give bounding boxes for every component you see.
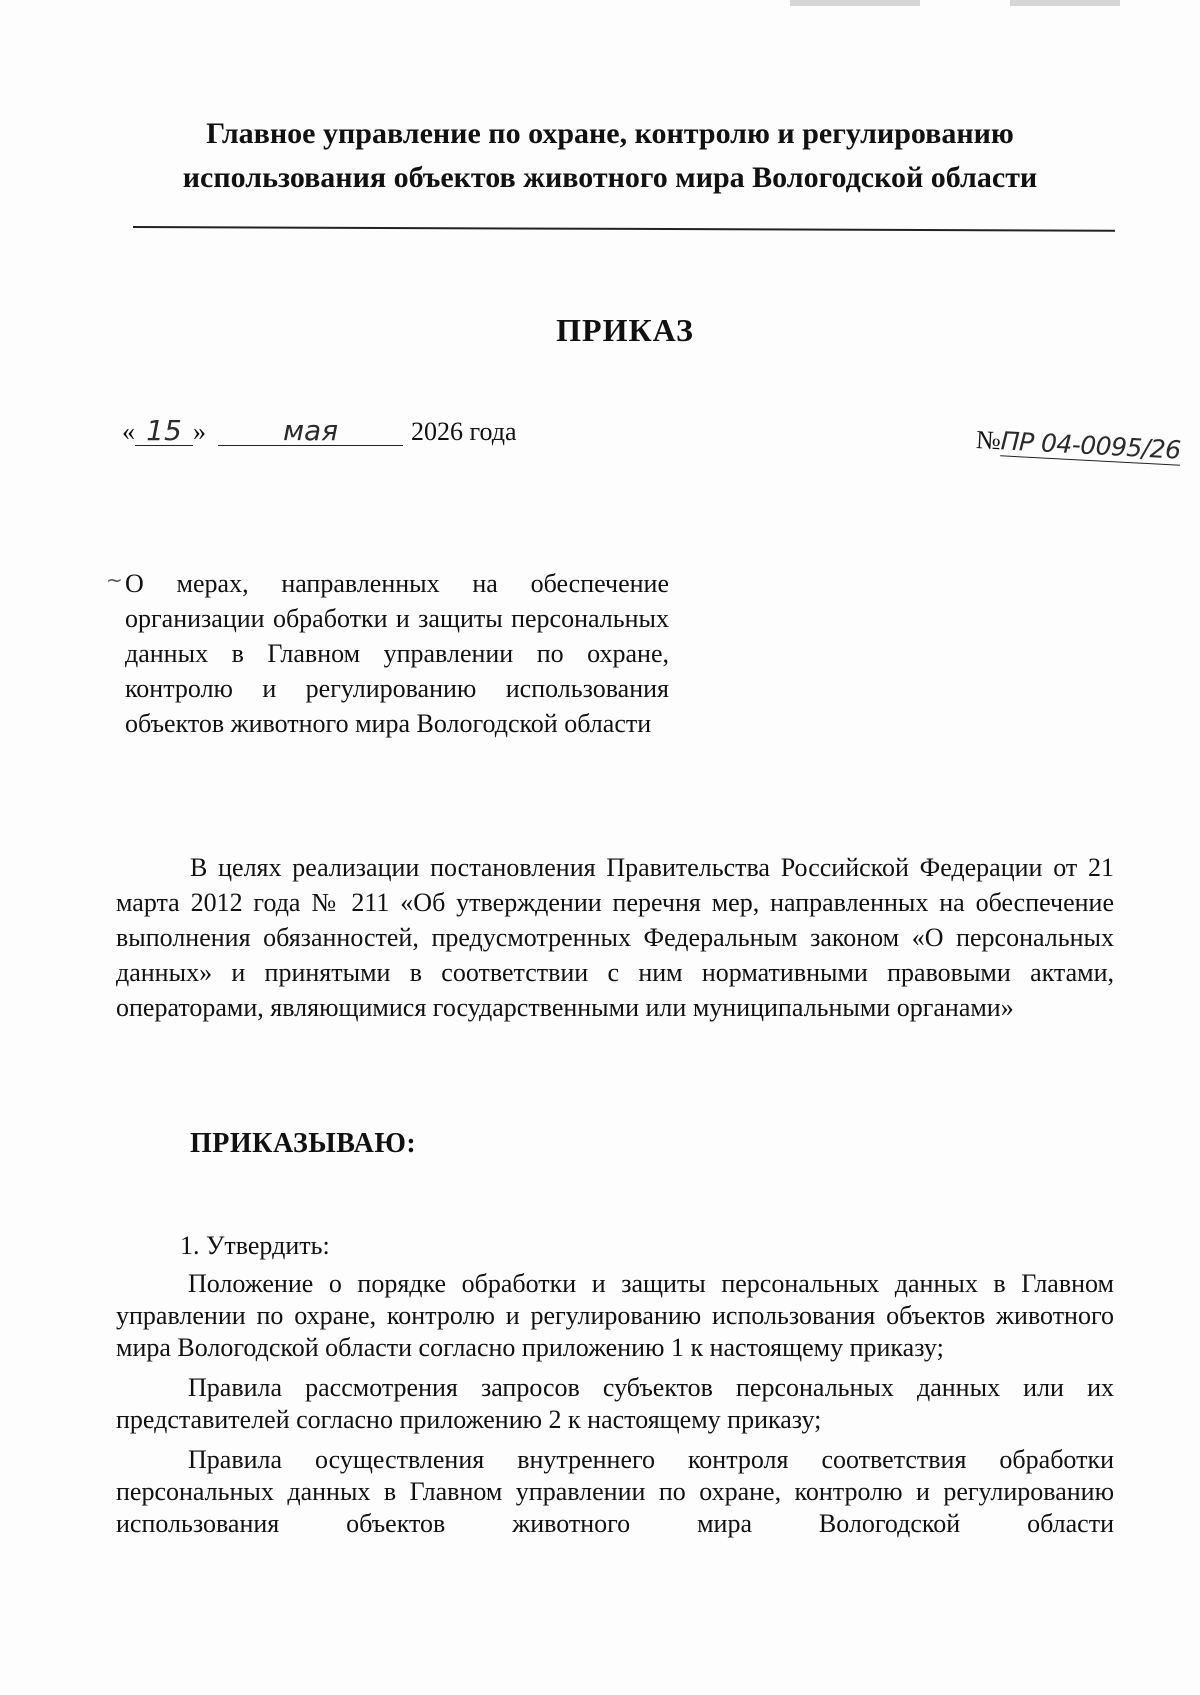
order-paragraph: Правила рассмотрения запросов субъектов персональных данных или их представителей согласно приложению 2 к настоящему приказу; — [116, 1373, 1114, 1434]
date-day-handwritten: 15 — [135, 417, 193, 446]
organization-title-line: Главное управление по охране, контролю и регулированию — [206, 117, 1014, 150]
order-items — [116, 1230, 1114, 1548]
document-type: ПРИКАЗ — [556, 312, 694, 348]
order-heading: ПРИКАЗЫВАЮ: — [190, 1128, 417, 1159]
document-date — [122, 415, 517, 449]
margin-tick-mark: ~ — [106, 568, 123, 592]
number-sign: № — [975, 425, 1002, 456]
order-paragraph: Правила осуществления внутреннего контроля соответствия обработки персональных данных в Главном управлении по охране, контролю и регулированию использования объектов животного мира Вологодской области — [116, 1445, 1114, 1538]
date-month-handwritten: мая — [218, 417, 403, 446]
number-handwritten: ПР 04-0095/26 — [1000, 426, 1182, 465]
item-number-label: 1. Утвердить: — [180, 1231, 330, 1260]
scan-artifact — [790, 0, 920, 6]
preamble-paragraph: В целях реализации постановления Правительства Российской Федерации от 21 марта 2012 года № 211 «Об утверждении перечня мер, направленных на обеспечение выполнения обязанностей, предусмотренных Федеральным законом «О персональных данных» и принятыми в соответствии с ним нормативными правовыми актами, операторами, являющимися государственными или муниципальными органами» — [116, 853, 1114, 1022]
scan-artifact — [1010, 0, 1120, 6]
organization-title — [130, 112, 1090, 200]
document-number — [975, 425, 1181, 466]
order-paragraph: Положение о порядке обработки и защиты персональных данных в Главном управлении по охране, контролю и регулированию использования объектов животного мира Вологодской области согласно приложению 1 к настоящему приказу; — [116, 1269, 1114, 1362]
date-open-quote: « — [122, 417, 135, 446]
date-close-quote: » — [193, 417, 206, 446]
organization-title-line: использования объектов животного мира Вологодской области — [182, 161, 1038, 194]
date-year: 2026 года — [411, 417, 517, 446]
header-divider — [133, 226, 1115, 232]
document-subject: О мерах, направленных на обеспечение организации обработки и защиты персональных данных в Главном управлении по охране, контролю и регулированию использования объектов животного мира Вологодской области — [125, 569, 669, 738]
